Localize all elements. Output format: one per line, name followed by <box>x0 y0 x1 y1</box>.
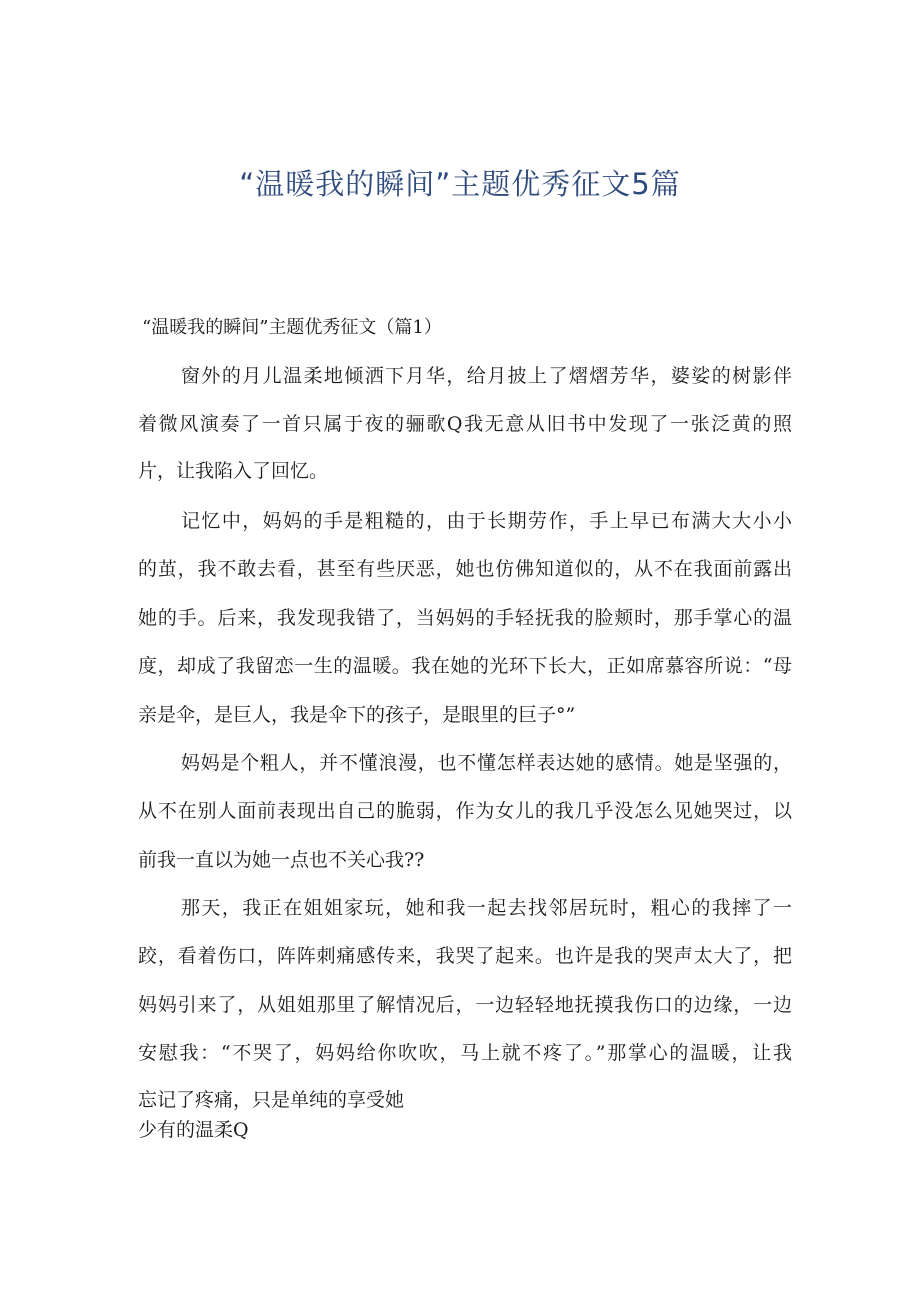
paragraph-line: 记忆中，妈妈的手是粗糙的，由于长期劳作，手上早已布满大大小小 <box>181 510 792 532</box>
paragraph-line: 着微风演奏了一首只属于夜的骊歌Q我无意从旧书中发现了一张泛黄的照 <box>138 413 792 435</box>
document-title: “温暖我的瞬间”主题优秀征文5篇 <box>239 167 681 201</box>
paragraph-line: 窗外的月儿温柔地倾洒下月华，给月披上了熠熠芳华，婆娑的树影伴 <box>181 365 792 387</box>
paragraph-line: 从不在别人面前表现出自己的脆弱，作为女儿的我几乎没怎么见她哭过，以 <box>138 800 792 822</box>
paragraph-line: 度，却成了我留恋一生的温暖。我在她的光环下长大，正如席慕容所说：“母 <box>138 655 792 677</box>
paragraph-line: 跤，看着伤口，阵阵刺痛感传来，我哭了起来。也许是我的哭声太大了，把 <box>138 945 792 967</box>
paragraph-line: 那天，我正在姐姐家玩，她和我一起去找邻居玩时，粗心的我摔了一 <box>181 897 792 919</box>
paragraph-line: 亲是伞，是巨人，我是伞下的孩子，是眼里的巨子°” <box>138 704 576 726</box>
paragraph-line: 前我一直以为她一点也不关心我?? <box>138 849 425 871</box>
paragraph-line: 的茧，我不敢去看，甚至有些厌恶，她也仿佛知道似的，从不在我面前露出 <box>138 558 792 580</box>
paragraph-line: 片，让我陷入了回忆。 <box>138 460 329 482</box>
paragraph-line: 少有的温柔Q <box>138 1119 249 1141</box>
section-heading: “温暖我的瞬间”主题优秀征文（篇1） <box>142 317 442 338</box>
paragraph-line: 安慰我：“不哭了，妈妈给你吹吹，马上就不疼了。”那掌心的温暖，让我 <box>138 1042 792 1064</box>
paragraph-line: 忘记了疼痛，只是单纯的享受她 <box>138 1089 405 1111</box>
paragraph-line: 她的手。后来，我发现我错了，当妈妈的手轻抚我的脸颊时，那手掌心的温 <box>138 607 792 629</box>
paragraph-line: 妈妈引来了，从姐姐那里了解情况后，一边轻轻地抚摸我伤口的边缘，一边 <box>138 994 792 1016</box>
paragraph-line: 妈妈是个粗人，并不懂浪漫，也不懂怎样表达她的感情。她是坚强的， <box>181 752 792 774</box>
